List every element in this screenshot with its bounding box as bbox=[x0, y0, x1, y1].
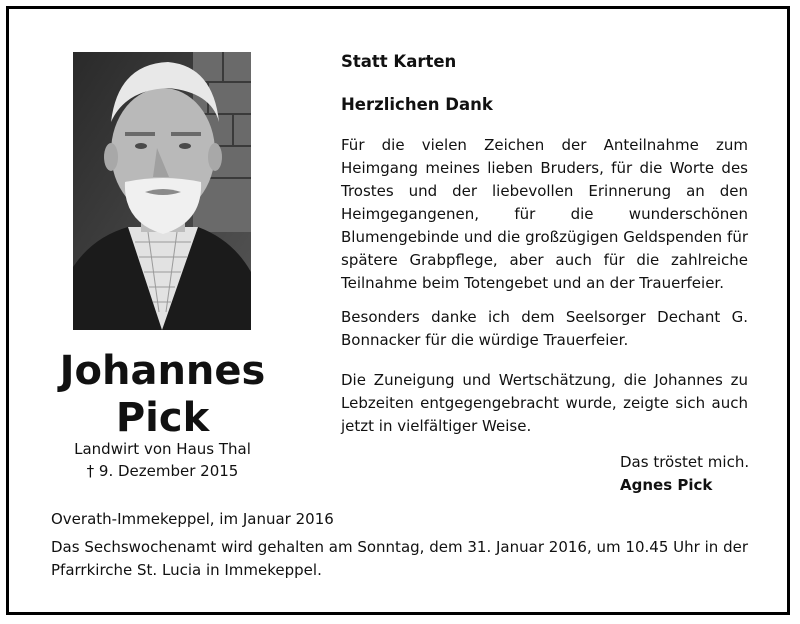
service-announcement: Das Sechswochenamt wird gehalten am Sonntag, dem 31. Januar 2016, um 10.45 Uhr in der Pfarrkirche St. Lucia in Immekeppel. bbox=[51, 538, 748, 579]
death-date: † 9. Dezember 2015 bbox=[86, 462, 239, 480]
deceased-description: Landwirt von Haus Thal bbox=[74, 440, 251, 458]
portrait-photo-icon bbox=[73, 52, 251, 330]
place-date: Overath-Immekeppel, im Januar 2016 bbox=[51, 510, 334, 528]
heading-statt-karten: Statt Karten bbox=[341, 52, 457, 71]
appreciation-paragraph: Die Zuneigung und Wertschätzung, die Johannes zu Lebzeiten entgegengebracht wurde, zeigte sich auch jetzt in vielfältiger Weise. bbox=[341, 371, 748, 435]
deceased-first-name: Johannes bbox=[59, 348, 266, 394]
signature: Agnes Pick bbox=[620, 476, 713, 494]
thanks-paragraph: Für die vielen Zeichen der Anteilnahme zum Heimgang meines lieben Bruders, für die Worte des Trostes und der liebevollen Erinnerung an den Heimgegangenen, für die wunderschönen Blumengebinde und die großzügigen Geldspenden für spätere Grabpflege, aber auch für die zahlreiche Teilnahme beim Totengebet und an der Trauerfeier. bbox=[341, 136, 748, 292]
heading-herzlichen-dank: Herzlichen Dank bbox=[341, 95, 493, 114]
portrait-photo bbox=[73, 52, 251, 330]
pastor-thanks-paragraph: Besonders danke ich dem Seelsorger Dechant G. Bonnacker für die würdige Trauerfeier. bbox=[341, 308, 748, 349]
deceased-last-name: Pick bbox=[115, 395, 210, 441]
closing-line: Das tröstet mich. bbox=[620, 453, 750, 471]
